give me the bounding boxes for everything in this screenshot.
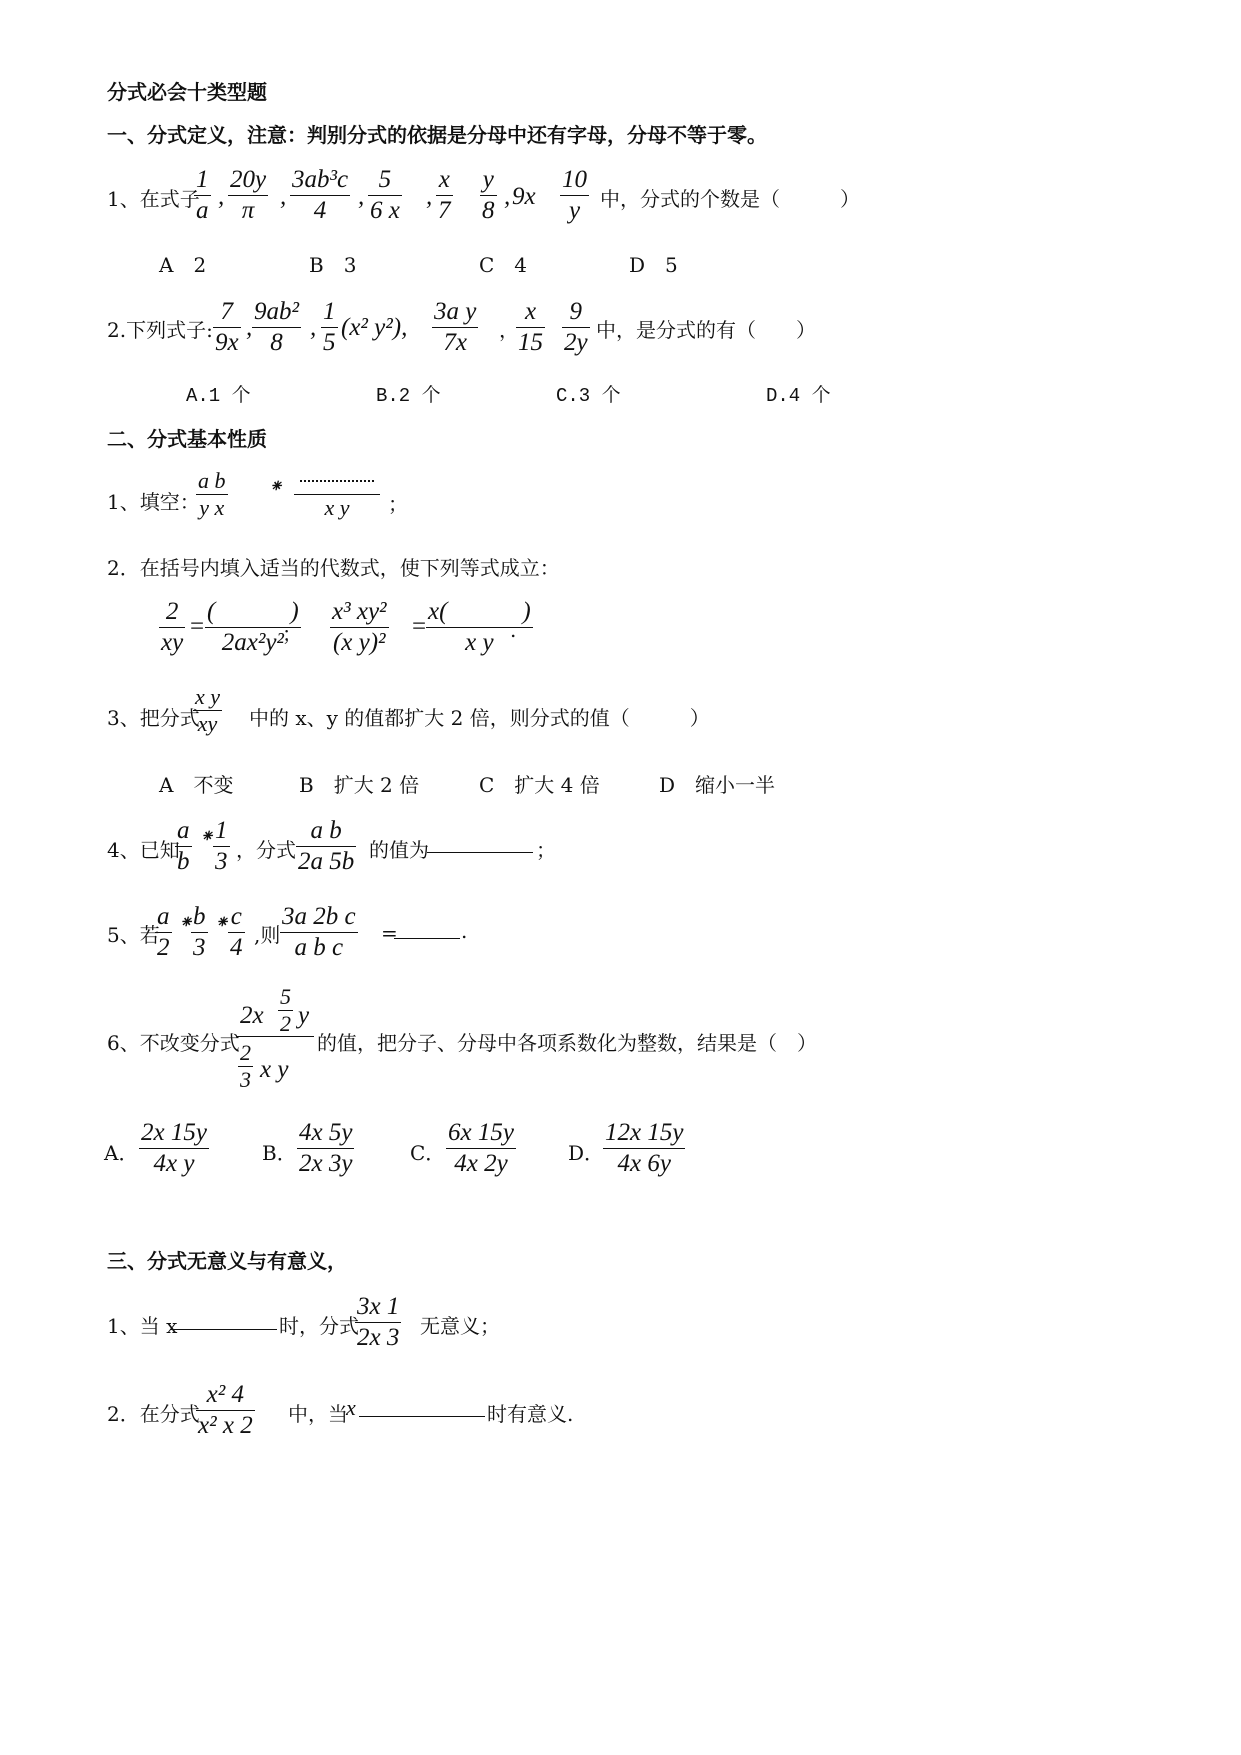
fraction: 1 5 — [323, 298, 336, 356]
option-d-label: D． — [568, 1141, 605, 1165]
fraction: ( ) 2ax²y² — [207, 598, 299, 656]
page-title: 分式必会十类型题 — [107, 80, 267, 104]
fraction: x( ) x y — [428, 598, 531, 656]
option-d-fraction: 12x 15y 4x 6y — [605, 1119, 684, 1177]
option-a-fraction: 2x 15y 4x y — [141, 1119, 207, 1177]
section-heading-3: 三、分式无意义与有意义， — [107, 1249, 347, 1273]
section-heading-2: 二、分式基本性质 — [107, 427, 267, 451]
question-suffix: 中，是分式的有（ ） — [596, 318, 816, 342]
fraction: 3a 2b c a b c — [282, 903, 356, 961]
fraction-blank: x y — [294, 468, 380, 521]
question-text: 2．在括号内填入适当的代数式，使下列等式成立： — [107, 556, 560, 580]
fraction: 1 a — [196, 166, 209, 224]
option-a: A 不变 — [159, 773, 234, 797]
option-b: B 扩大 2 倍 — [299, 773, 420, 797]
answer-blank[interactable] — [170, 1329, 277, 1330]
expression: 9x — [512, 183, 536, 210]
fraction: 5 6 x — [370, 166, 400, 224]
option-b: B.2 个 — [376, 385, 441, 407]
answer-blank[interactable] — [300, 480, 374, 482]
answer-blank[interactable] — [427, 852, 533, 853]
fraction: a b y x — [198, 468, 226, 520]
question-prefix: 1、填空： — [107, 490, 200, 514]
option-c-label: C． — [410, 1141, 446, 1165]
fraction: 5 2 — [280, 984, 291, 1036]
expression: (x² y²), — [341, 314, 408, 341]
option-b-label: B． — [262, 1141, 297, 1165]
fraction: x y xy — [195, 684, 221, 736]
option-c: C.3 个 — [556, 385, 621, 407]
question-prefix: 4、已知 — [107, 838, 180, 862]
fraction: b 3 — [193, 903, 206, 961]
option-c-fraction: 6x 15y 4x 2y — [448, 1119, 514, 1177]
option-b: B 3 — [309, 253, 357, 277]
question-prefix: 1、在式子 — [107, 187, 200, 211]
option-d: D 5 — [629, 253, 678, 277]
question-suffix: 中，分式的个数是（ ） — [600, 187, 860, 211]
fraction: x 7 — [438, 166, 451, 224]
fraction: 7 9x — [215, 298, 239, 356]
fraction: 9 2y — [564, 298, 588, 356]
fraction: 1 3 — [215, 817, 228, 875]
fraction: 20y π — [230, 166, 267, 224]
option-b-fraction: 4x 5y 2x 3y — [299, 1119, 353, 1177]
fraction: 9ab² 8 — [254, 298, 299, 356]
question-prefix: 6、不改变分式 — [107, 1031, 240, 1055]
option-c: C 扩大 4 倍 — [479, 773, 600, 797]
fraction: c 4 — [230, 903, 243, 961]
question-prefix: 3、把分式 — [107, 706, 200, 730]
fraction: 10 y — [562, 166, 587, 224]
option-a-label: A． — [104, 1141, 139, 1165]
fraction: 2 3 — [240, 1040, 251, 1092]
option-d: D.4 个 — [766, 385, 831, 407]
question-prefix: 5、若 — [107, 923, 160, 947]
option-c: C 4 — [479, 253, 528, 277]
question-prefix: 2.下列式子: — [107, 318, 213, 342]
fraction: a b — [177, 817, 190, 875]
fraction: 3ab³c 4 — [292, 166, 349, 224]
question-suffix: 的值，把分子、分母中各项系数化为整数，结果是（ ） — [317, 1031, 817, 1055]
question-suffix: 中的 x、y 的值都扩大 2 倍，则分式的值（ ） — [249, 706, 710, 730]
fraction: a 2 — [157, 903, 170, 961]
fraction: 2 xy — [161, 598, 184, 656]
option-d: D 缩小一半 — [659, 773, 776, 797]
answer-blank[interactable] — [394, 938, 460, 939]
fraction: x² 4 x² x 2 — [198, 1381, 253, 1439]
section-heading-1: 一、分式定义，注意：判别分式的依据是分母中还有字母，分母不等于零。 — [107, 123, 767, 147]
option-a: A.1 个 — [186, 385, 251, 407]
fraction: x³ xy² (x y)² — [332, 598, 387, 656]
fraction: 3x 1 2x 3 — [357, 1293, 400, 1351]
question-prefix: 1、当 x — [107, 1314, 178, 1338]
fraction: x 15 — [518, 298, 543, 356]
answer-blank[interactable] — [359, 1416, 485, 1417]
option-a: A 2 — [159, 253, 207, 277]
fraction: a b 2a 5b — [298, 817, 355, 875]
question-prefix: 2．在分式 — [107, 1402, 200, 1426]
fraction: y 8 — [482, 166, 495, 224]
fraction: 3a y 7x — [434, 298, 477, 356]
